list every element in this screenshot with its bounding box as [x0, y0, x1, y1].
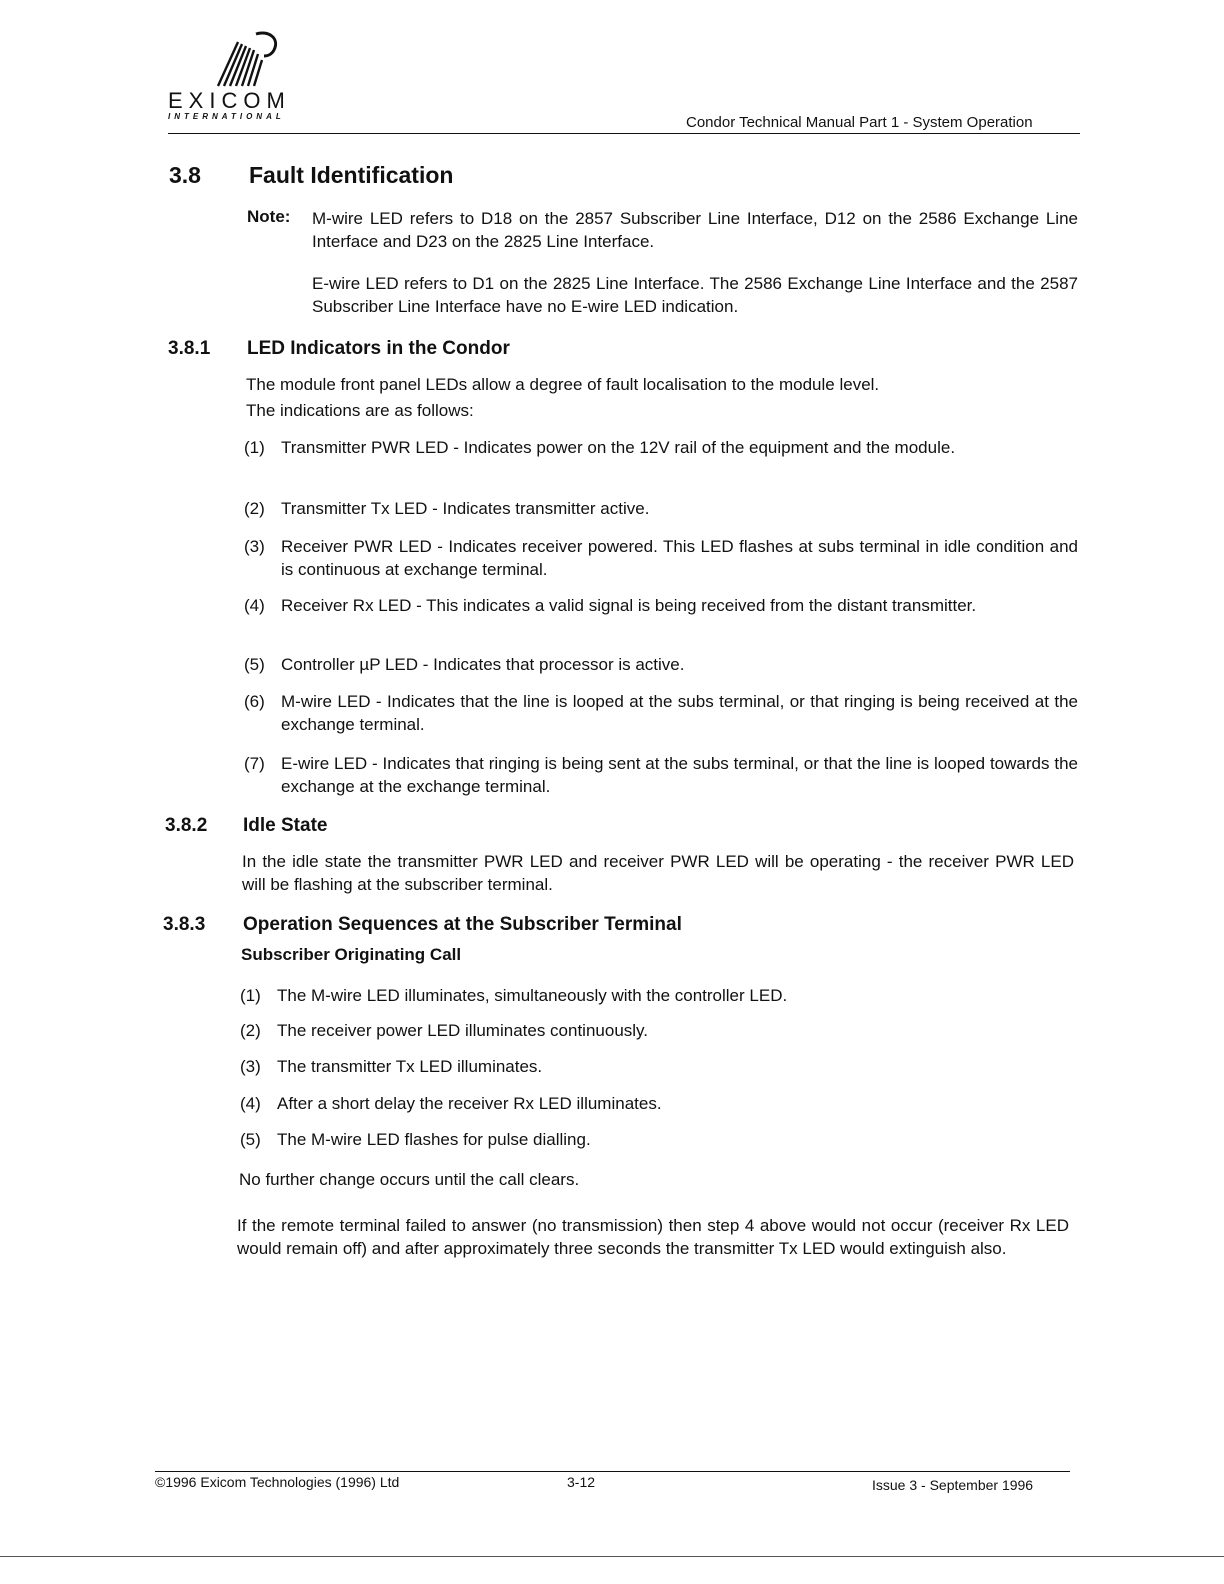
- list-item-text: Transmitter PWR LED - Indicates power on the 12V rail of the equipment and the module.: [281, 438, 956, 457]
- logo-subtitle: INTERNATIONAL: [168, 112, 285, 121]
- call-clears-paragraph: No further change occurs until the call clears.: [239, 1170, 580, 1189]
- note-paragraph-1: [312, 207, 1078, 253]
- list-item-number: (2): [244, 499, 265, 518]
- list-item-number: (6): [244, 692, 265, 711]
- list-item: [244, 653, 1078, 676]
- manual-title: Condor Technical Manual Part 1 - System Operation: [686, 114, 1033, 131]
- list-item: [240, 1019, 1074, 1042]
- section-title-fault-identification: Fault Identification: [249, 162, 454, 188]
- list-item-number: (1): [244, 438, 265, 457]
- list-item: [244, 752, 1078, 798]
- section-title-operation-sequences: Operation Sequences at the Subscriber Terminal: [243, 914, 682, 935]
- list-item-number: (2): [240, 1021, 261, 1040]
- list-item-number: (3): [240, 1057, 261, 1076]
- remote-terminal-paragraph: If the remote terminal failed to answer (no transmission) then step 4 above would not occur (receiver Rx LED would remain off) and after approximately three seconds the transmitter Tx LED would extinguish also.: [237, 1216, 1069, 1258]
- list-item-number: (4): [240, 1094, 261, 1113]
- list-item-text: The transmitter Tx LED illuminates.: [277, 1057, 543, 1076]
- footer-divider: [155, 1471, 1070, 1472]
- list-item-text: The M-wire LED flashes for pulse dialling.: [277, 1130, 591, 1149]
- footer-copyright: ©1996 Exicom Technologies (1996) Ltd: [155, 1474, 400, 1490]
- section-title-idle-state: Idle State: [243, 815, 328, 836]
- subheading-originating-call: Subscriber Originating Call: [241, 945, 462, 964]
- list-item-text: Controller µP LED - Indicates that processor is active.: [281, 655, 685, 674]
- list-item-text: The M-wire LED illuminates, simultaneously with the controller LED.: [277, 986, 788, 1005]
- note-text-2: E-wire LED refers to D1 on the 2825 Line Interface. The 2586 Exchange Line Interface and the 2587 Subscriber Line Interface have no E-wire LED indication.: [312, 274, 1078, 316]
- list-item-text: E-wire LED - Indicates that ringing is being sent at the subs terminal, or that the line is looped towards the exchange at the exchange terminal.: [281, 754, 1078, 796]
- list-item: [244, 497, 1078, 520]
- section-title-led-indicators: LED Indicators in the Condor: [247, 338, 510, 359]
- list-item-text: Transmitter Tx LED - Indicates transmitter active.: [281, 499, 650, 518]
- list-item-number: (5): [244, 655, 265, 674]
- led-intro-2: The indications are as follows:: [246, 401, 474, 420]
- list-item-text: Receiver PWR LED - Indicates receiver powered. This LED flashes at subs terminal in idle condition and is continuous at exchange terminal.: [281, 537, 1078, 579]
- list-item-text: M-wire LED - Indicates that the line is looped at the subs terminal, or that ringing is being received at the exchange terminal.: [281, 692, 1078, 734]
- footer-issue: Issue 3 - September 1996: [872, 1477, 1034, 1493]
- list-item-text: The receiver power LED illuminates continuously.: [277, 1021, 649, 1040]
- note-paragraph-2: [312, 272, 1078, 318]
- idle-state-paragraph: In the idle state the transmitter PWR LED and receiver PWR LED will be operating - the receiver PWR LED will be flashing at the subscriber terminal.: [242, 852, 1074, 894]
- led-intro-1: The module front panel LEDs allow a degree of fault localisation to the module level.: [246, 375, 880, 394]
- list-item: [240, 1092, 1074, 1115]
- list-item: [244, 690, 1078, 736]
- list-item-number: (7): [244, 754, 265, 773]
- note-label: Note:: [247, 207, 291, 226]
- list-item-number: (3): [244, 537, 265, 556]
- list-item: [244, 436, 1078, 482]
- section-number-3-8-1: 3.8.1: [168, 338, 211, 359]
- company-logo: [168, 28, 328, 122]
- list-item: [240, 984, 1074, 1007]
- list-item: [244, 535, 1078, 581]
- note-text-1: M-wire LED refers to D18 on the 2857 Subscriber Line Interface, D12 on the 2586 Exchange Line Interface and D23 on the 2825 Line Interface.: [312, 209, 1078, 251]
- list-item-text: After a short delay the receiver Rx LED illuminates.: [277, 1094, 662, 1113]
- list-item-number: (5): [240, 1130, 261, 1149]
- section-number-3-8-3: 3.8.3: [163, 914, 206, 935]
- header-divider: [168, 133, 1080, 134]
- list-item: [240, 1128, 1074, 1151]
- footer-page-number: 3-12: [567, 1474, 596, 1490]
- exicom-logo-icon: [204, 28, 284, 88]
- list-item: [244, 594, 1078, 640]
- list-item-text: Receiver Rx LED - This indicates a valid signal is being received from the distant transmitter.: [281, 596, 977, 615]
- list-item-number: (1): [240, 986, 261, 1005]
- logo-wordmark: EXICOM: [168, 88, 291, 113]
- page-bottom-edge: [0, 1556, 1224, 1557]
- list-item: [240, 1055, 1074, 1078]
- list-item-number: (4): [244, 596, 265, 615]
- section-number-3-8: 3.8: [169, 162, 201, 188]
- section-number-3-8-2: 3.8.2: [165, 815, 208, 836]
